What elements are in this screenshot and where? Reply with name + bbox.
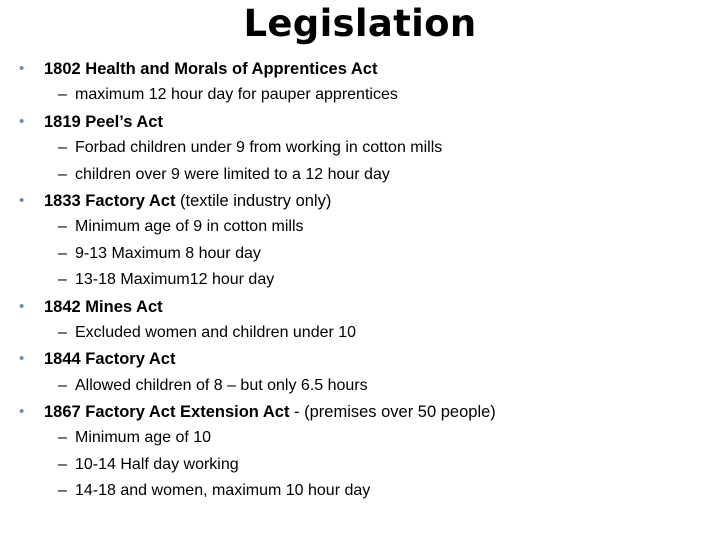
dash-icon: – [58,455,67,473]
sub-item [18,267,708,293]
sub-item-text: children over 9 were limited to a 12 hour day [75,165,390,183]
sub-item-text: Forbad children under 9 from working in cotton mills [75,139,443,157]
sub-item-text: Excluded women and children under 10 [75,323,357,341]
bullet-icon: • [19,112,25,130]
sub-item-text: Allowed children of 8 – but only 6.5 hours [75,376,368,394]
bullet-icon: • [19,297,25,315]
slide-title: Legislation [243,2,477,45]
dash-icon: – [58,244,67,262]
bullet-item [18,188,708,214]
bullet-heading: 1842 Mines Act [44,297,163,316]
dash-icon: – [58,165,67,183]
sub-item-text: 10-14 Half day working [75,455,239,473]
bullet-icon: • [19,60,25,77]
sub-item [18,425,708,451]
bullet-item [18,56,708,82]
bullet-heading: 1844 Factory Act [44,350,176,369]
dash-icon: – [58,376,67,394]
dash-icon: – [58,482,67,500]
dash-icon: – [58,86,67,104]
dash-icon: – [58,139,67,157]
bullet-heading: 1867 Factory Act Extension Act [44,403,290,422]
bullet-icon: • [19,350,25,368]
sub-item [18,478,708,504]
bullet-item [18,109,708,135]
bullet-note: (textile industry only) [175,191,332,210]
sub-item-text: 13-18 Maximum12 hour day [75,271,275,289]
sub-item [18,135,708,161]
sub-item [18,214,708,240]
bullet-note: - (premises over 50 people) [289,403,496,422]
bullet-item [18,399,708,425]
bullet-heading: 1802 Health and Morals of Apprentices Act [44,60,378,78]
bullet-list [18,56,708,505]
bullet-icon: • [19,403,25,421]
dash-icon: – [58,323,67,341]
bullet-heading: 1833 Factory Act [44,191,176,210]
sub-item-text: 9-13 Maximum 8 hour day [75,244,261,262]
bullet-item [18,294,708,320]
bullet-item [18,346,708,372]
dash-icon: – [58,429,67,447]
dash-icon: – [58,271,67,289]
bullet-icon: • [19,191,25,209]
sub-item [18,373,708,399]
sub-item-text: 14-18 and women, maximum 10 hour day [75,482,371,500]
sub-item [18,241,708,267]
dash-icon: – [58,218,67,236]
bullet-heading: 1819 Peel’s Act [44,112,163,131]
sub-item [18,320,708,346]
sub-item [18,452,708,478]
sub-item-text: Minimum age of 9 in cotton mills [75,218,304,236]
sub-item [18,162,708,188]
sub-item-text: maximum 12 hour day for pauper apprentices [75,86,398,104]
sub-item [18,82,708,108]
sub-item-text: Minimum age of 10 [75,429,212,447]
